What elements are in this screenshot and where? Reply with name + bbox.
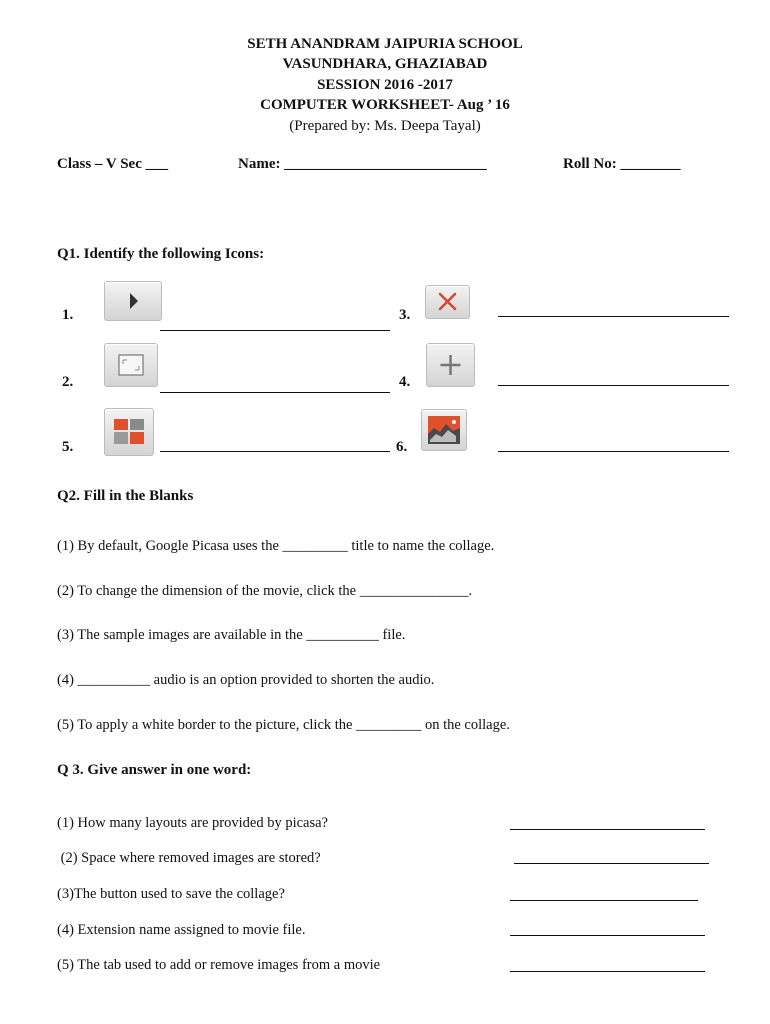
q3-item-1: (1) How many layouts are provided by picasa? [57,815,328,831]
q1-answer-line-5[interactable] [160,451,390,452]
q3-item-4: (4) Extension name assigned to movie file. [57,922,306,938]
picture-thumbnail-icon [421,409,467,451]
q1-item-4-number: 4. [399,374,411,390]
q3-title: Q 3. Give answer in one word: [57,762,252,778]
q2-item-1: (1) By default, Google Picasa uses the _________ title to name the collage. [57,538,495,554]
q1-item-2-number: 2. [62,374,74,390]
q2-item-3: (3) The sample images are available in the __________ file. [57,627,406,643]
prepared-by: (Prepared by: Ms. Deepa Tayal) [289,118,481,134]
q1-answer-line-1[interactable] [160,330,390,331]
q2-title: Q2. Fill in the Blanks [57,488,194,504]
student-name-label: Name: ___________________________ [238,156,487,172]
q1-item-6-number: 6. [396,439,408,455]
q2-item-4: (4) __________ audio is an option provided to shorten the audio. [57,672,435,688]
q2-item-5: (5) To apply a white border to the picture, click the _________ on the collage. [57,717,510,733]
q1-item-1-number: 1. [62,307,74,323]
q1-answer-line-2[interactable] [160,392,390,393]
plus-icon [426,343,475,387]
roll-no-label: Roll No: ________ [563,156,681,172]
q3-answer-line-4[interactable] [510,935,705,936]
fullscreen-icon [104,343,158,387]
collage-grid-icon [104,408,154,456]
q3-item-5: (5) The tab used to add or remove images from a movie [57,957,381,973]
q3-answer-line-3[interactable] [510,900,698,901]
q3-answer-line-2[interactable] [514,863,709,864]
class-section-label: Class – V Sec ___ [57,156,169,172]
q2-item-2: (2) To change the dimension of the movie, click the _______________. [57,583,473,599]
q1-title: Q1. Identify the following Icons: [57,246,265,262]
q1-answer-line-6[interactable] [498,451,729,452]
q3-answer-line-5[interactable] [510,971,705,972]
play-arrow-icon [104,281,162,321]
q1-item-5-number: 5. [62,439,74,455]
q3-item-2: (2) Space where removed images are stored? [57,850,321,866]
worksheet-title: COMPUTER WORKSHEET- Aug ’ 16 [260,97,510,113]
q1-answer-line-3[interactable] [498,316,729,317]
school-location: VASUNDHARA, GHAZIABAD [282,56,488,72]
session: SESSION 2016 -2017 [317,77,453,93]
q1-item-3-number: 3. [399,307,411,323]
q3-item-3: (3)The button used to save the collage? [57,886,285,902]
close-x-icon [425,285,470,319]
school-name: SETH ANANDRAM JAIPURIA SCHOOL [247,36,523,52]
q3-answer-line-1[interactable] [510,829,705,830]
q1-answer-line-4[interactable] [498,385,729,386]
